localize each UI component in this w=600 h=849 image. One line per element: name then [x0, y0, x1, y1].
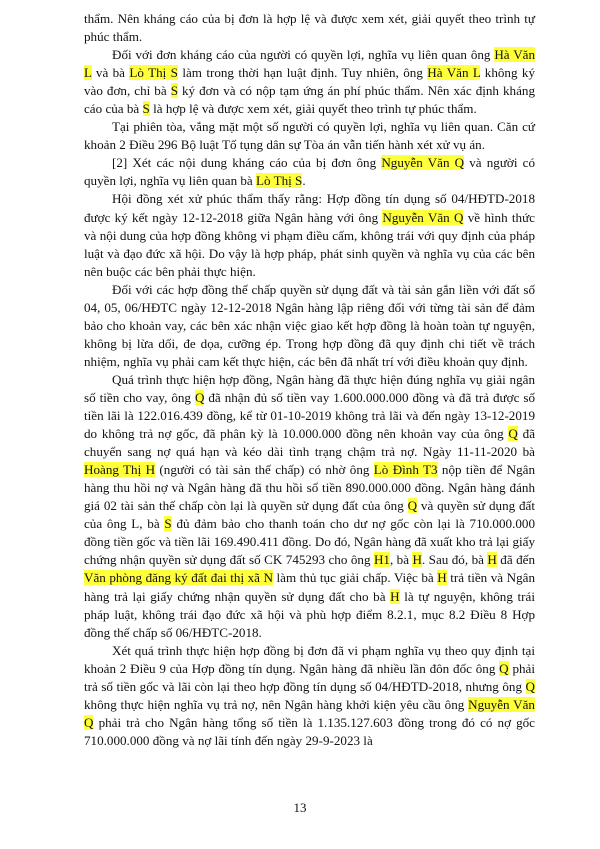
highlighted-name: Lò Thị S	[129, 65, 178, 81]
text-run: là tự nguyện, không trái pháp luật, không trái đạo đức xã hội và phù hợp điểm 8.2.1, mục 8.2 Điều 8 Hợp đồng thế chấp số 06/HĐTC-2018.	[84, 588, 535, 640]
text-run: không thực hiện nghĩa vụ trả nợ, nên Ngân hàng khởi kiện yêu cầu ông	[84, 696, 469, 712]
text-run: [2] Xét các nội dung kháng cáo của bị đơn ông	[112, 155, 382, 171]
highlighted-name: Q	[508, 426, 518, 442]
text-run: về hình thức và nội dung của hợp đồng không vi phạm điều cấm, không trái với quy định của pháp luật và đạo đức xã hội. Do vậy là hợp pháp, phát sinh quyền và nghĩa vụ của các bên nên buộc các bên phải thực hiện.	[84, 209, 535, 279]
highlighted-name: Q	[525, 678, 535, 694]
highlighted-name: Lò Thị S	[256, 173, 303, 189]
text-run: đã nhận đủ số tiền vay 1.600.000.000 đồng và đã trả được số tiền lãi là 122.016.439 đồng, kể từ 01-10-2019 không trả lãi và đến ngày 13-12-2019 do không trả nợ gốc, đã phân kỳ là 10.000.000 đồng nên khoản vay của ông	[84, 389, 535, 442]
highlighted-name: Lò Đình T3	[373, 462, 438, 478]
text-run: Hội đồng xét xử phúc thẩm thấy rằng: Hợp đồng tín dụng số 04/HĐTD-2018 được ký kết ngày 12-12-2018 giữa Ngân hàng với ông	[84, 191, 535, 225]
highlighted-name: Hà Văn L	[84, 47, 536, 81]
paragraph	[84, 46, 535, 118]
text-run: đã chuyển sang nợ quá hạn và kéo dài tình trạng chậm trả nợ. Ngày 11-11-2020 bà	[84, 426, 536, 460]
text-run: là hợp lệ và được xem xét, giải quyết theo trình tự phúc thẩm.	[149, 101, 477, 117]
text-run: (người có tài sản thế chấp) có nhờ ông	[155, 462, 374, 478]
text-run: Xét quá trình thực hiện hợp đồng bị đơn đã vi phạm nghĩa vụ theo quy định tại khoản 2 Điều 9 của Hợp đồng tín dụng. Ngân hàng đã nhiều lần đôn đốc ông	[84, 642, 535, 676]
highlighted-name: Q	[194, 389, 205, 405]
highlighted-name: Q	[499, 660, 509, 676]
highlighted-name: Nguyễn Văn Q	[381, 155, 465, 171]
text-run: ký đơn và có nộp tạm ứng án phí phúc thẩm. Nên xác định kháng cáo của bà	[84, 83, 535, 117]
body-text	[84, 10, 535, 750]
text-run: trả tiền và Ngân hàng trả lại giấy chứng nhận quyền sử dụng đất cho bà	[84, 570, 535, 604]
highlighted-name: H	[437, 570, 447, 586]
paragraph	[84, 154, 535, 190]
text-run: , bà	[389, 552, 413, 568]
text-run: Tại phiên tòa, vắng mặt một số người có quyền lợi, nghĩa vụ liên quan. Căn cứ khoản 2 Điều 296 Bộ luật Tố tụng dân sự Tòa án vẫn tiến hành xét xử vụ án.	[84, 119, 535, 153]
text-run: đã đến	[496, 552, 535, 568]
text-run: Đối với các hợp đồng thế chấp quyền sử dụng đất và tài sản gắn liền với đất số 04, 05, 06/HĐTC ngày 12-12-2018 Ngân hàng lập riêng đối với từng tài sản để đảm bảo cho khoản vay, các bên xác nhận việc giao kết hợp đồng là hoàn toàn tự nguyện, không bị lừa dối, đe dọa, cưỡng ép. Trong hợp đồng đã quy định chi tiết về trách nhiệm, nghĩa vụ phải cam kết thực hiện, các bên đã nhất trí với điều khoản quy định.	[84, 281, 535, 369]
highlighted-name: H1	[373, 552, 390, 568]
highlighted-name: Hoàng Thị H	[84, 462, 156, 478]
paragraph	[84, 281, 535, 371]
text-run: nộp tiền để Ngân hàng thu hồi nợ và Ngân hàng đã thu hồi số tiền 890.000.000 đồng. Ngân hàng đánh giá 02 tài sản thế chấp còn lại là quyền sử dụng đất của ông	[84, 462, 536, 514]
highlighted-name: H	[487, 552, 497, 568]
highlighted-name: H	[390, 588, 400, 604]
text-run: làm thủ tục giải chấp. Việc bà	[272, 570, 438, 586]
highlighted-name: H	[412, 552, 422, 568]
highlighted-name: S	[142, 101, 150, 117]
text-run: đủ đảm bảo cho thanh toán cho dư nợ gốc còn lại là 710.000.000 đồng tiền gốc và tiền lãi 169.490.411 đồng. Do đó, Ngân hàng đã xuất kho trả lại giấy chứng nhận quyền sử dụng đất số CK 745293 cho ông	[84, 516, 535, 568]
highlighted-name: Văn phòng đăng ký đất đai thị xã N	[84, 570, 273, 586]
text-run: . Sau đó, bà	[421, 552, 488, 568]
text-run: phải trả cho Ngân hàng tổng số tiền là 1.135.127.603 đồng trong đó có nợ gốc 710.000.000 đồng và nợ lãi tính đến ngày 29-9-2023 là	[84, 714, 535, 748]
text-run: không ký vào đơn, chỉ bà	[84, 65, 535, 99]
highlighted-name: Nguyễn Văn Q	[382, 209, 464, 225]
page-number: 13	[293, 800, 307, 815]
text-run: và người có quyền lợi, nghĩa vụ liên quan bà	[84, 155, 535, 189]
text-run: .	[302, 173, 306, 189]
text-run: Quá trình thực hiện hợp đồng, Ngân hàng đã thực hiện đúng nghĩa vụ giải ngân số tiền cho vay, ông	[84, 371, 535, 405]
text-run: phải trả số tiền gốc và lãi còn lại theo hợp đồng tín dụng số 04/HĐTD-2018, nhưng ông	[84, 660, 535, 694]
text-run: và bà	[91, 65, 130, 81]
paragraph	[84, 371, 535, 642]
paragraph	[84, 118, 535, 154]
text-run: và quyền sử dụng đất của ông L, bà	[84, 498, 535, 532]
paragraph	[84, 642, 535, 750]
text-run: làm trong thời hạn luật định. Tuy nhiên, ông	[177, 65, 428, 81]
highlighted-name: Hà Văn L	[427, 65, 481, 81]
paragraph	[84, 190, 535, 280]
text-run: Đối với đơn kháng cáo của người có quyền lợi, nghĩa vụ liên quan ông	[112, 47, 495, 63]
highlighted-name: Q	[407, 498, 418, 514]
highlighted-name: Nguyễn Văn Q	[84, 696, 535, 730]
highlighted-name: S	[170, 83, 178, 99]
text-run: thẩm. Nên kháng cáo của bị đơn là hợp lệ và được xem xét, giải quyết theo trình tự phúc thẩm.	[84, 11, 535, 45]
highlighted-name: S	[164, 516, 172, 532]
paragraph	[84, 10, 535, 46]
